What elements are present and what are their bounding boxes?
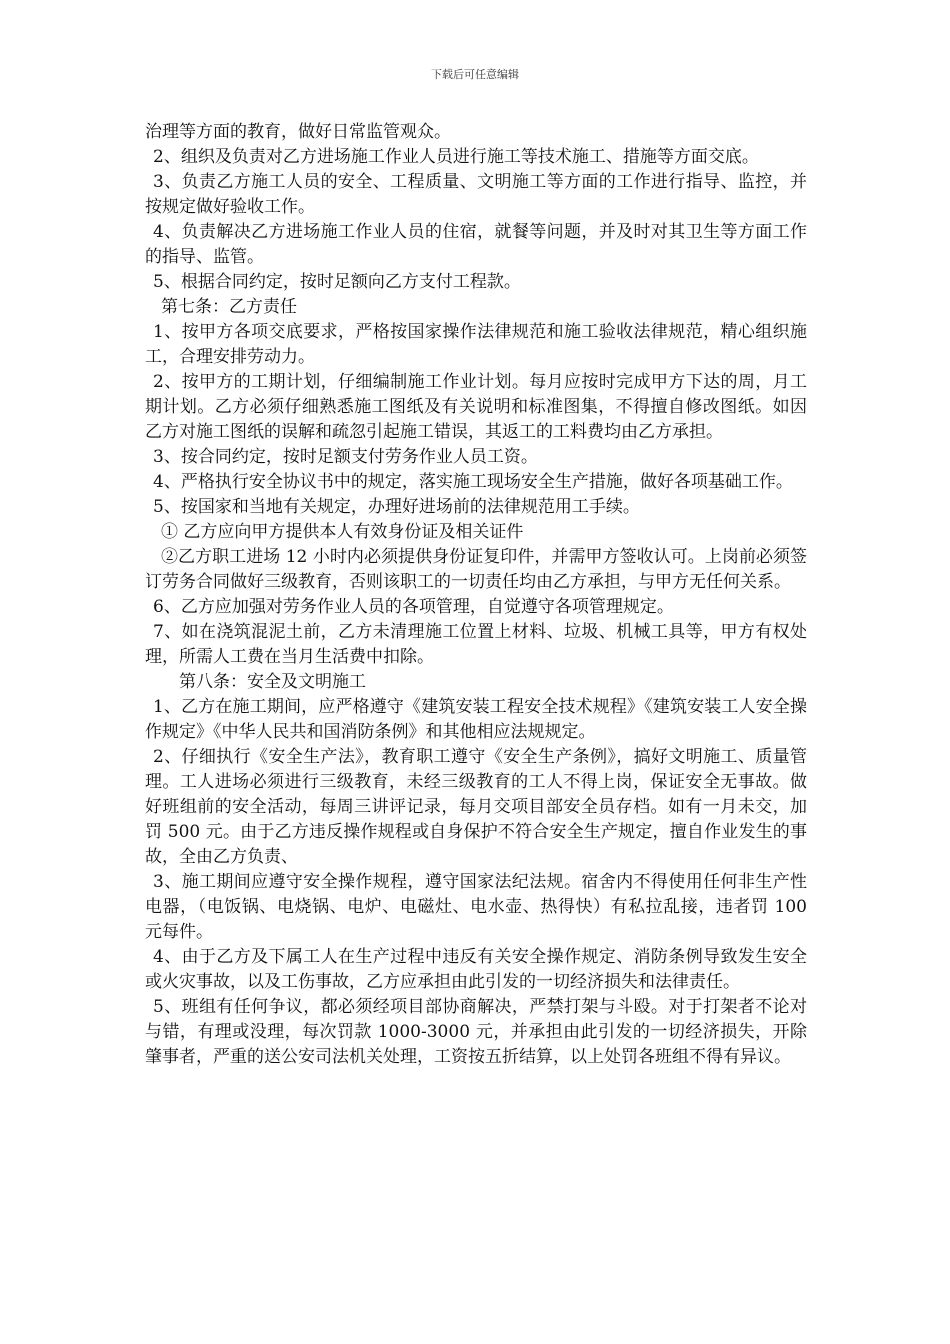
paragraph: 6、乙方应加强对劳务作业人员的各项管理，自觉遵守各项管理规定。 — [153, 597, 674, 617]
document-body — [145, 120, 807, 1070]
paragraph: 7、如在浇筑混泥土前，乙方未清理施工位置上材料、垃圾、机械工具等，甲方有权处理，所需人工费在当月生活费中扣除。 — [145, 622, 807, 667]
paragraph: 3、施工期间应遵守安全操作规程，遵守国家法纪法规。宿舍内不得使用任何非生产性电器，（电饭锅、电烧锅、电炉、电磁灶、电水壶、热得快）有私拉乱接，违者罚 100 元每件。 — [145, 872, 807, 942]
paragraph: 1、乙方在施工期间，应严格遵守《建筑安装工程安全技术规程》《建筑安装工人安全操作规定》《中华人民共和国消防条例》和其他相应法规规定。 — [145, 697, 807, 742]
paragraph: 5、根据合同约定，按时足额向乙方支付工程款。 — [153, 272, 521, 292]
paragraph: 2、组织及负责对乙方进场施工作业人员进行施工等技术施工、措施等方面交底。 — [153, 147, 759, 167]
section-heading: 第七条：乙方责任 — [161, 297, 297, 317]
paragraph: 5、按国家和当地有关规定，办理好进场前的法律规范用工手续。 — [153, 497, 640, 517]
paragraph: ②乙方职工进场 12 小时内必须提供身份证复印件，并需甲方签收认可。上岗前必须签订劳务合同做好三级教育，否则该职工的一切责任均由乙方承担，与甲方无任何关系。 — [145, 547, 807, 592]
paragraph: 3、负责乙方施工人员的安全、工程质量、文明施工等方面的工作进行指导、监控，并按规定做好验收工作。 — [145, 172, 807, 217]
paragraph: 治理等方面的教育，做好日常监管观众。 — [145, 122, 451, 142]
paragraph: 5、班组有任何争议，都必须经项目部协商解决，严禁打架与斗殴。对于打架者不论对与错，有理或没理，每次罚款 1000-3000 元，并承担由此引发的一切经济损失，开除肇事者，严重的送公安司法机关处理，工资按五折结算，以上处罚各班组不得有异议。 — [145, 997, 807, 1067]
paragraph: 4、由于乙方及下属工人在生产过程中违反有关安全操作规定、消防条例导致发生安全或火灾事故，以及工伤事故，乙方应承担由此引发的一切经济损失和法律责任。 — [145, 947, 807, 992]
page-header: 下载后可任意编辑 — [431, 68, 519, 81]
paragraph: 3、按合同约定，按时足额支付劳务作业人员工资。 — [153, 447, 538, 467]
section-heading: 第八条：安全及文明施工 — [179, 672, 366, 692]
paragraph: 4、负责解决乙方进场施工作业人员的住宿，就餐等问题，并及时对其卫生等方面工作的指导、监管。 — [145, 222, 807, 267]
paragraph: 2、仔细执行《安全生产法》，教育职工遵守《安全生产条例》，搞好文明施工、质量管理。工人进场必须进行三级教育，未经三级教育的工人不得上岗，保证安全无事故。做好班组前的安全活动，每周三讲评记录，每月交项目部安全员存档。如有一月未交，加罚 500 元。由于乙方违反操作规程或自身保护不符合安全生产规定，擅自作业发生的事故，全由乙方负责、 — [145, 747, 807, 867]
paragraph: 2、按甲方的工期计划，仔细编制施工作业计划。每月应按时完成甲方下达的周，月工期计划。乙方必须仔细熟悉施工图纸及有关说明和标准图集，不得擅自修改图纸。如因乙方对施工图纸的误解和疏忽引起施工错误，其返工的工料费均由乙方承担。 — [145, 372, 807, 442]
paragraph: 4、严格执行安全协议书中的规定，落实施工现场安全生产措施，做好各项基础工作。 — [153, 472, 793, 492]
paragraph: ① 乙方应向甲方提供本人有效身份证及相关证件 — [161, 522, 524, 542]
paragraph: 1、按甲方各项交底要求，严格按国家操作法律规范和施工验收法律规范，精心组织施工，合理安排劳动力。 — [145, 322, 807, 367]
